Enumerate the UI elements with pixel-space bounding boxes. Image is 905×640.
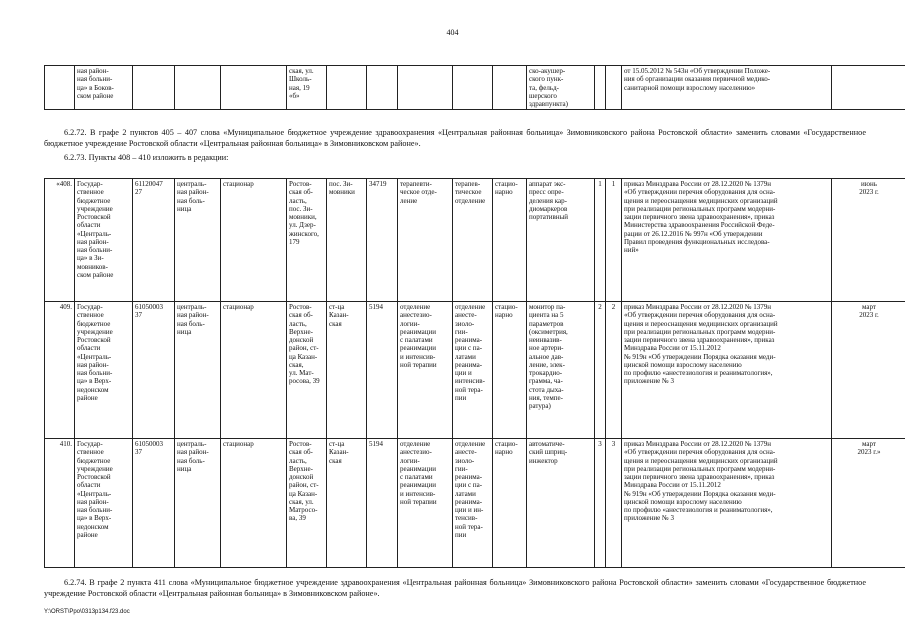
quantity-total-cell: 3 (606, 439, 622, 568)
continuation-table (44, 65, 905, 110)
form-cell: стационар (221, 439, 287, 568)
basis-cell: приказ Минздрава России от 28.12.2020 № 1379н «Об утверждении перечня оборудования для осна- щения и переоснащения медицинских организаций при реализации региональных программ модерни- зации первичного звена здравоохранения», приказ Минздрава России от 15.11.2012 № 919н «Об утверждении Порядка оказания меди- цинской помощи взрослому населению по профилю «анестезиология и реаниматология», приложение № 3 (622, 302, 832, 439)
date-cell: март 2023 г.» (832, 439, 905, 568)
code-cell: 61050003 37 (133, 302, 175, 439)
profile-cell: ско-акушер- ского пунк- та, фельд- шерского здравпункта) (527, 66, 595, 110)
basis-cell: приказ Минздрава России от 28.12.2020 № 1379н «Об утверждении перечня оборудования для осна- щения и переоснащения медицинских организаций при реализации региональных программ модерни- зации первичного звена здравоохранения», приказ Минздрава России от 15.11.2012 № 919н «Об утверждении Порядка оказания меди- цинской помощи взрослому населению по профилю «анестезиология и реаниматология», приложение № 3 (622, 439, 832, 568)
basis-cell: приказ Минздрава России от 28.12.2020 № 1379н «Об утверждении перечня оборудования для осна- щения и переоснащения медицинских организаций при реализации региональных программ модерни- зации первичного звена здравоохранения», приказ Министерства здравоохранения Российской Феде- рации от 26.12.2016 № 997н «Об утверждении Правил проведения функциональных исследова- ний» (622, 179, 832, 302)
paragraph-6-2-74: 6.2.74. В графе 2 пункта 411 слова «Муниципальное бюджетное учреждение здравоохранения «Центральная районная больница» Зимовниковского района Ростовской области» заменить словами «Государственное бюджетное учреждение Ростовской области «Центральная районная больница» в Зимовниковском районе». (44, 578, 866, 599)
oktmo-cell: 5194 (367, 302, 398, 439)
quantity-cell: 3 (595, 439, 606, 568)
address-cell: Ростов- ская об- ласть, Верхне- донской район, ст- ца Казан- ская, ул. Мат- росова, 39 (287, 302, 327, 439)
paragraph-6-2-72: 6.2.72. В графе 2 пунктов 405 – 407 слова «Муниципальное бюджетное учреждение здравоохранения «Центральная районная больница» Зимовниковского района Ростовской области» заменить словами «Государственное бюджетное учреждение Ростовской области «Центральная районная больница» в Зимовниковском районе». (44, 128, 866, 149)
quantity-total-cell: 2 (606, 302, 622, 439)
profile-cell: отделение анесте- зиоло- гии- реанима- ции с па- латами реанима- ции и ин- тенсив- ной тера- пии (453, 439, 493, 568)
row-number: 409. (45, 302, 75, 439)
locality-cell: ст-ца Казан- ская (327, 439, 367, 568)
quantity-cell: 1 (595, 179, 606, 302)
profile-cell: отделение анесте- зиоло- гии- реанима- ции с па- латами реанима- ции и интенсив- ной тера- пии (453, 302, 493, 439)
type-cell: централь- ная район- ная боль- ница (175, 302, 221, 439)
table-body (45, 179, 905, 568)
type-cell: централь- ная район- ная боль- ница (175, 179, 221, 302)
quantity-cell: 2 (595, 302, 606, 439)
org-cell: Государ- ственное бюджетное учреждение Ростовской области «Централь- ная район- ная больни- ца» в Верх- недонском районе (75, 302, 133, 439)
org-cell: ная район- ная больни- ца» в Боков- ском районе (75, 66, 133, 110)
date-cell: июнь 2023 г. (832, 179, 905, 302)
org-cell: Государ- ственное бюджетное учреждение Ростовской области «Централь- ная район- ная больни- ца» в Зи- мовников- ском районе (75, 179, 133, 302)
oktmo-cell: 34719 (367, 179, 398, 302)
quantity-total-cell: 1 (606, 179, 622, 302)
table-row (45, 179, 905, 302)
page-number: 404 (446, 28, 459, 37)
code-cell: 61120047 27 (133, 179, 175, 302)
condition-cell: стацио- нарно (493, 439, 527, 568)
department-cell: терапевти- ческое отде- ление (398, 179, 453, 302)
condition-cell: стацио- нарно (493, 179, 527, 302)
continuation-row (45, 66, 905, 110)
equipment-cell: автоматиче- ский шприц- инжектор (527, 439, 595, 568)
org-cell: Государ- ственное бюджетное учреждение Ростовской области «Централь- ная район- ная больни- ца» в Верх- недонском районе (75, 439, 133, 568)
main-table (44, 178, 905, 568)
table-row (45, 439, 905, 568)
equipment-cell: монитор па- циента на 5 параметров (оксиметрия, неинвазив- ное артери- альное дав- ление, элек- трокардио- грамма, ча- стота дыха- ния, темпе- ратура) (527, 302, 595, 439)
profile-cell: терапев- тическое отделение (453, 179, 493, 302)
table-row (45, 302, 905, 439)
type-cell: централь- ная район- ная боль- ница (175, 439, 221, 568)
department-cell: отделение анестезио- логии- реанимации с палатами реанимации и интенсив- ной терапии (398, 439, 453, 568)
paragraph-6-2-73: 6.2.73. Пункты 408 – 410 изложить в редакции: (64, 153, 229, 162)
row-number: «408. (45, 179, 75, 302)
file-path: Y:\ORST\Ppo\0313p134.f23.doc (44, 609, 130, 615)
condition-cell: стацио- нарно (493, 302, 527, 439)
oktmo-cell: 5194 (367, 439, 398, 568)
basis-cell: от 15.05.2012 № 543н «Об утверждении Положе- ния об организации оказания первичной медико- санитарной помощи взрослому населению» (622, 66, 832, 110)
department-cell: отделение анестезио- логии- реанимации с палатами реанимации и интенсив- ной терапии (398, 302, 453, 439)
code-cell: 61050003 37 (133, 439, 175, 568)
form-cell: стационар (221, 179, 287, 302)
locality-cell: пос. Зи- мовники (327, 179, 367, 302)
date-cell: март 2023 г. (832, 302, 905, 439)
address-cell: Ростов- ская об- ласть, пос. Зи- мовники, ул. Дзер- жинского, 179 (287, 179, 327, 302)
locality-cell: ст-ца Казан- ская (327, 302, 367, 439)
form-cell: стационар (221, 302, 287, 439)
address-cell: Ростов- ская об- ласть, Верхне- донской район, ст- ца Казан- ская, ул. Матросо- ва, 39 (287, 439, 327, 568)
equipment-cell: аппарат экс- пресс опре- деления кар- диомаркеров портативный (527, 179, 595, 302)
row-number: 410. (45, 439, 75, 568)
address-cell: ская, ул. Школь- ная, 19 «б» (287, 66, 327, 110)
